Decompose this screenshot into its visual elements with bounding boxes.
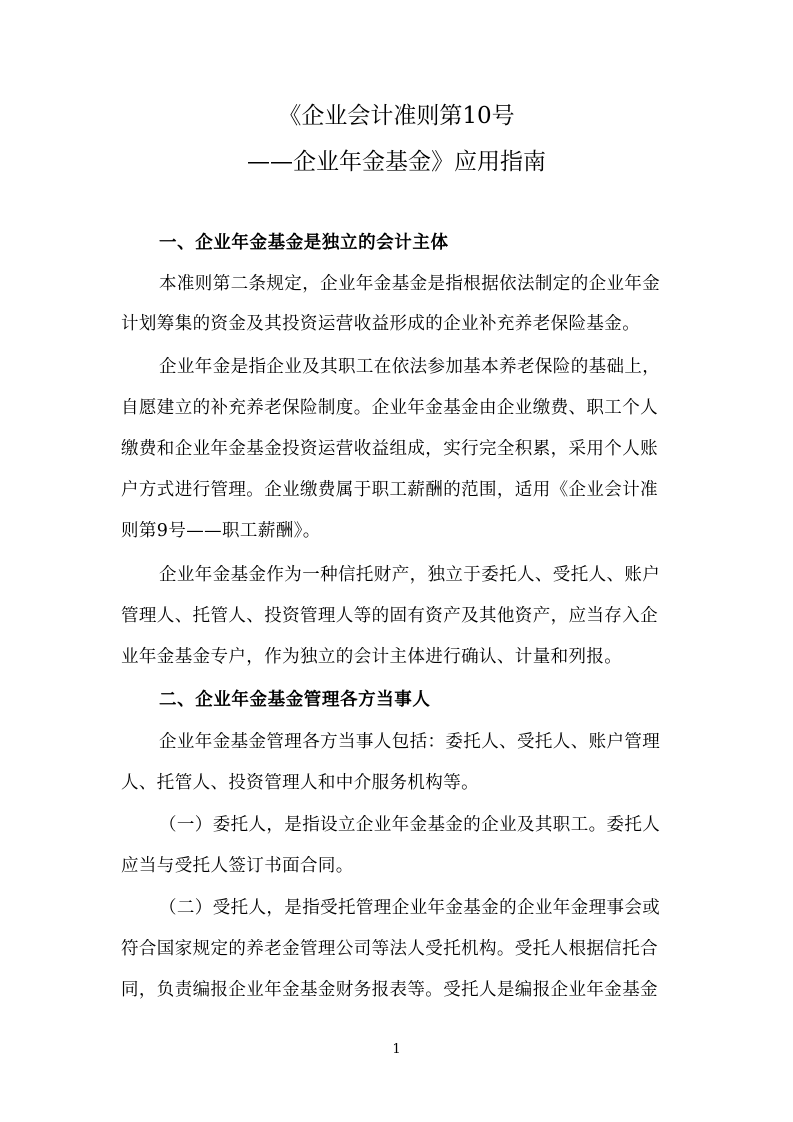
paragraph-line: 符合国家规定的养老金管理公司等法人受托机构。受托人根据信托合: [121, 939, 658, 959]
paragraph-line: 管理人、托管人、投资管理人等的固有资产及其他资产，应当存入企: [121, 606, 658, 626]
paragraph-line: （二）受托人，是指受托管理企业年金基金的企业年金理事会或: [159, 898, 661, 918]
paragraph-line: 企业年金基金作为一种信托财产，独立于委托人、受托人、账户: [159, 565, 661, 585]
page-number: 1: [392, 1042, 401, 1057]
paragraph-line: 业年金基金专户，作为独立的会计主体进行确认、计量和列报。: [121, 647, 623, 667]
section-heading-2: 二、企业年金基金管理各方当事人: [159, 690, 431, 710]
paragraph-line: 同，负责编报企业年金基金财务报表等。受托人是编报企业年金基金: [121, 980, 658, 1000]
document-title-line-1: 《企业会计准则第10号: [278, 103, 515, 129]
paragraph-line: 应当与受托人签订书面合同。: [121, 856, 354, 876]
paragraph-line: （一）委托人，是指设立企业年金基金的企业及其职工。委托人: [159, 815, 661, 835]
paragraph-line: 计划筹集的资金及其投资运营收益形成的企业补充养老保险基金。: [121, 314, 641, 334]
paragraph-line: 自愿建立的补充养老保险制度。企业年金基金由企业缴费、职工个人: [121, 398, 658, 418]
paragraph-line: 企业年金是指企业及其职工在依法参加基本养老保险的基础上，: [159, 357, 661, 377]
paragraph-line: 本准则第二条规定，企业年金基金是指根据依法制定的企业年金: [159, 274, 661, 294]
paragraph-line: 缴费和企业年金基金投资运营收益组成，实行完全积累，采用个人账: [121, 439, 658, 459]
paragraph-line: 企业年金基金管理各方当事人包括：委托人、受托人、账户管理: [159, 732, 661, 752]
paragraph-line: 人、托管人、投资管理人和中介服务机构等。: [121, 773, 479, 793]
paragraph-line: 则第9号——职工薪酬》。: [121, 521, 321, 541]
document-title-line-2: ——企业年金基金》应用指南: [247, 149, 546, 175]
section-heading-1: 一、企业年金基金是独立的会计主体: [159, 233, 449, 253]
paragraph-line: 户方式进行管理。企业缴费属于职工薪酬的范围，适用《企业会计准: [121, 480, 658, 500]
